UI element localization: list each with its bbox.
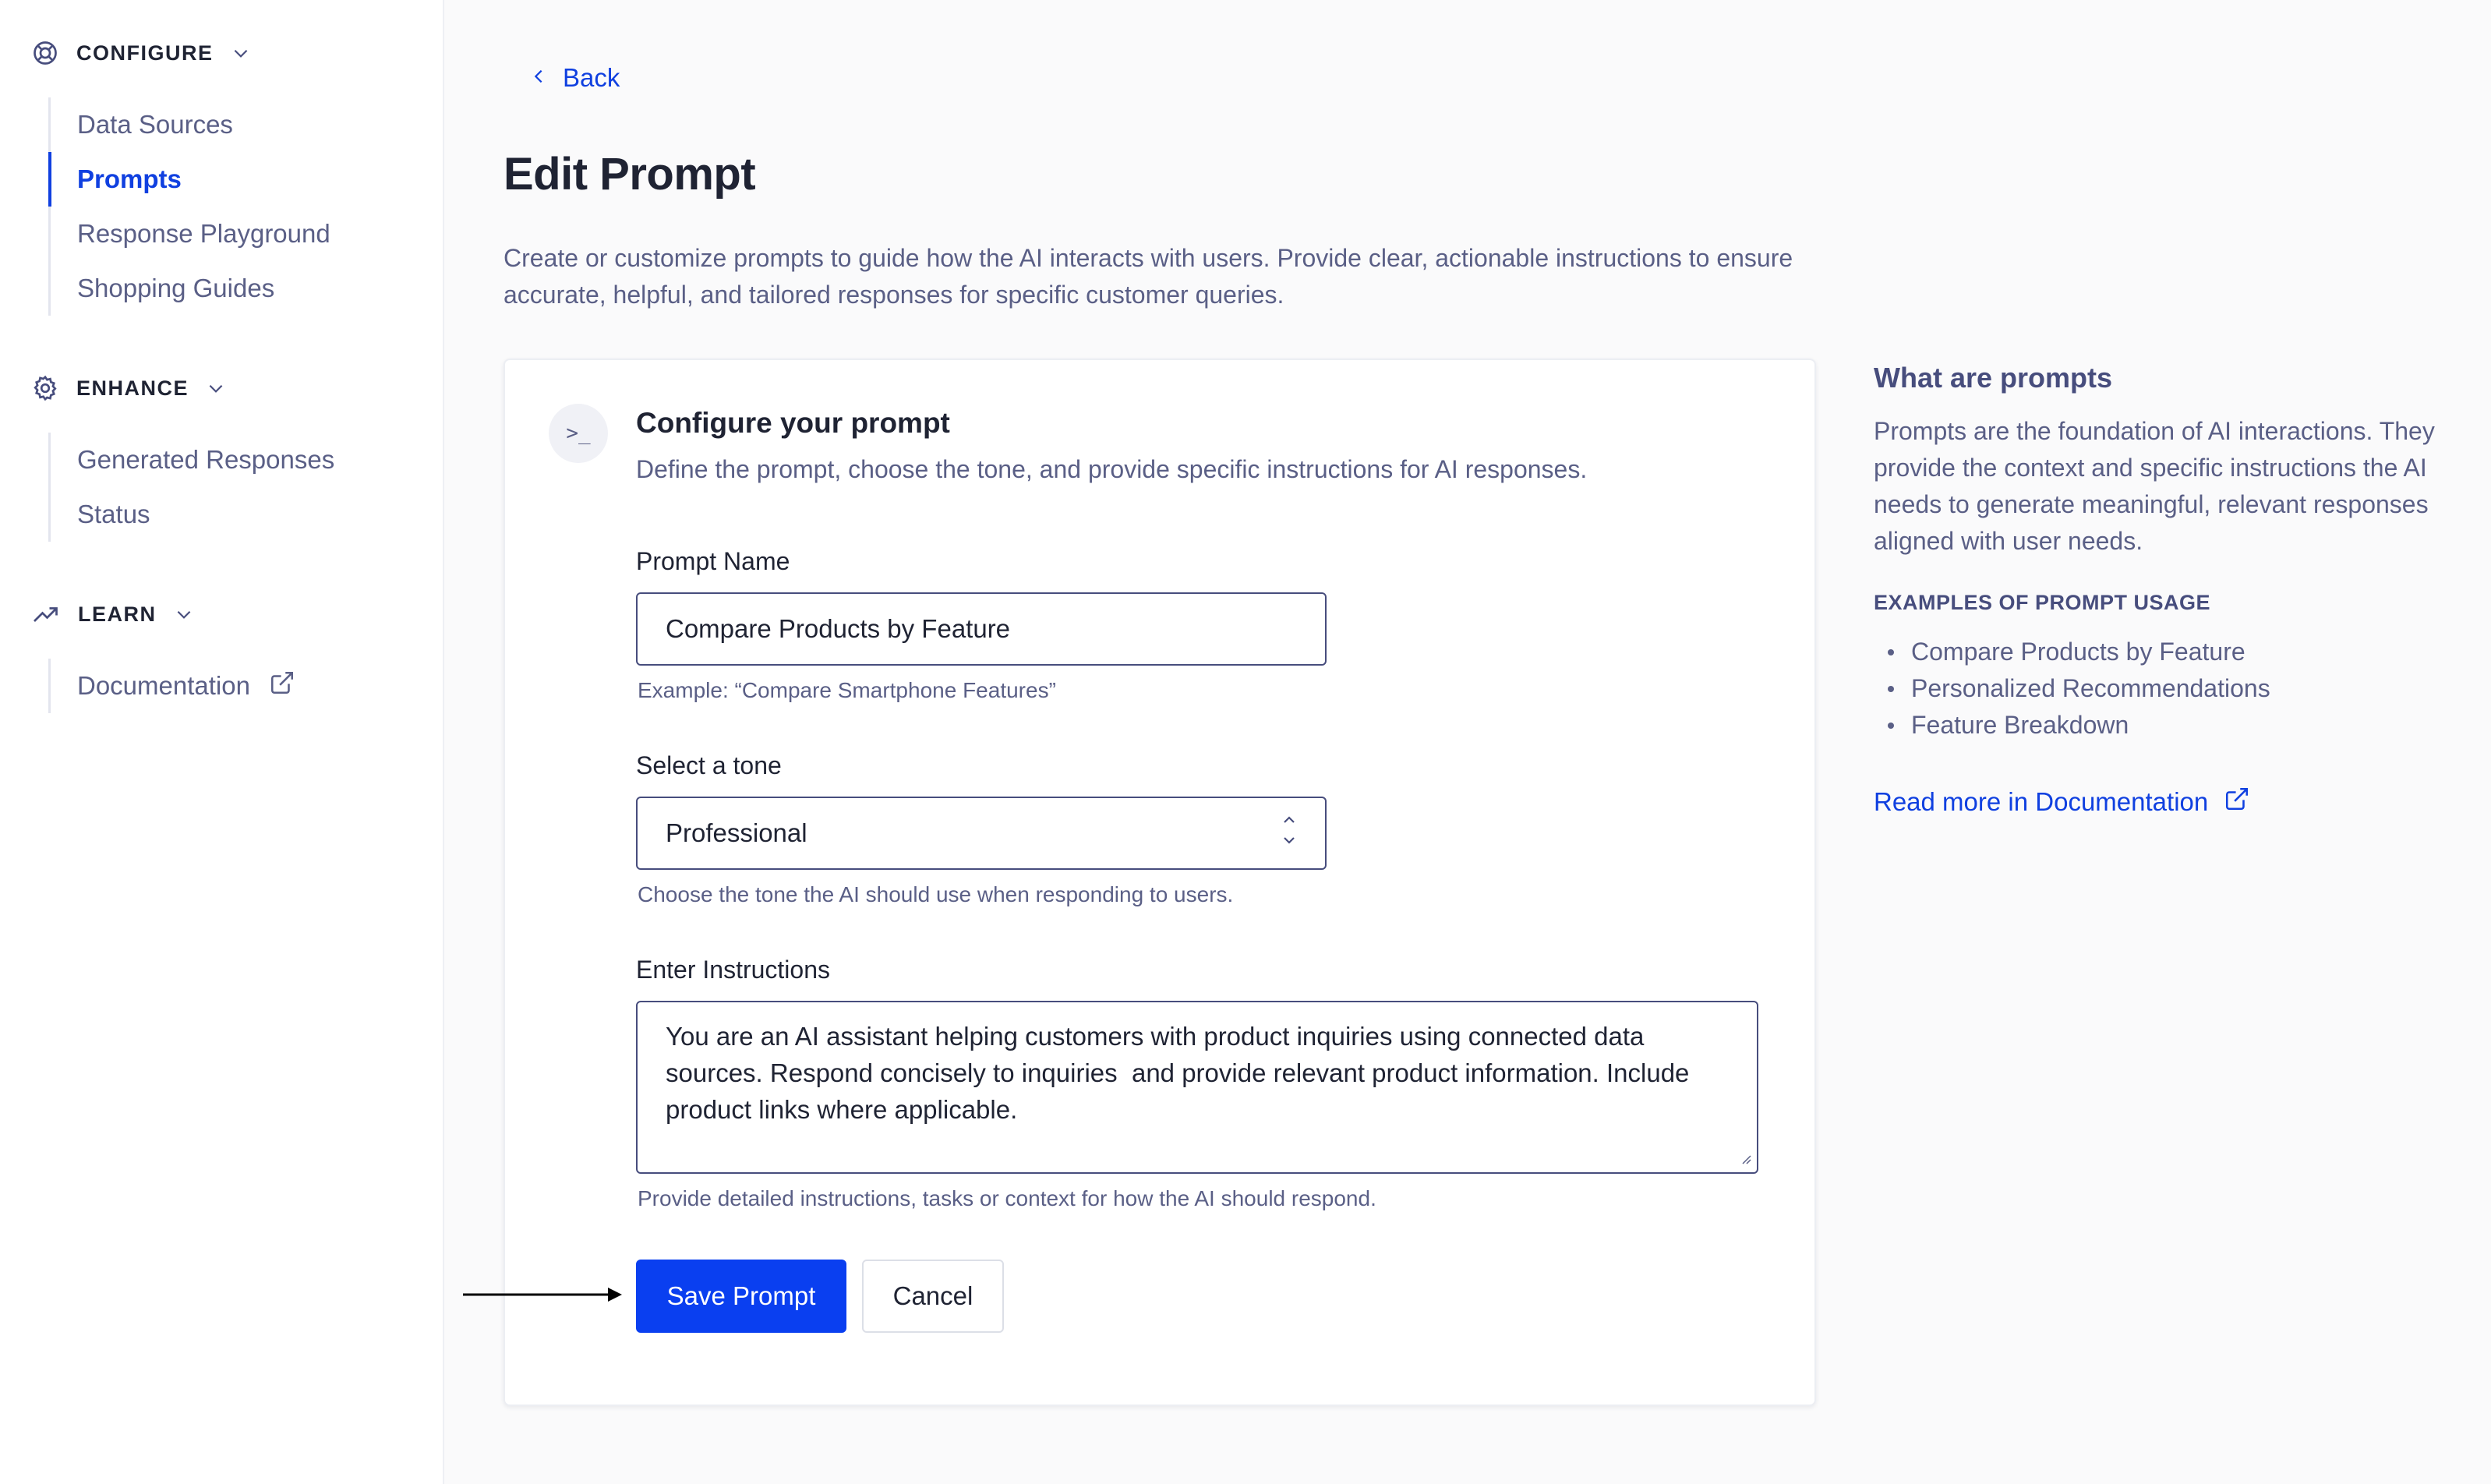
lifebuoy-icon xyxy=(31,39,59,67)
sidebar-item-shopping-guides[interactable]: Shopping Guides xyxy=(77,274,275,302)
sidebar-item-data-sources[interactable]: Data Sources xyxy=(77,110,233,139)
nav-section-learn[interactable] xyxy=(31,595,194,634)
external-link-icon xyxy=(2224,786,2250,818)
external-link-icon xyxy=(269,670,295,702)
list-item: Personalized Recommendations xyxy=(1874,670,2450,707)
nav-section-configure[interactable] xyxy=(31,34,251,72)
instructions-label: Enter Instructions xyxy=(636,956,830,984)
card-title: Configure your prompt xyxy=(636,407,950,439)
nav-list-enhance xyxy=(48,433,334,542)
documentation-link-label: Read more in Documentation xyxy=(1874,787,2209,816)
back-label: Back xyxy=(563,63,620,92)
tone-select[interactable] xyxy=(636,797,1327,870)
trending-up-icon xyxy=(31,600,61,628)
prompt-config-card xyxy=(504,359,1816,1406)
help-aside xyxy=(1874,359,2450,818)
prompt-name-help: Example: “Compare Smartphone Features” xyxy=(638,678,1056,702)
examples-heading: EXAMPLES OF PROMPT USAGE xyxy=(1874,591,2211,614)
gear-icon xyxy=(31,374,59,402)
instructions-wrapper xyxy=(505,1001,1818,1174)
page-title: Edit Prompt xyxy=(504,149,756,200)
save-prompt-button[interactable]: Save Prompt xyxy=(636,1260,846,1333)
chevron-down-icon xyxy=(174,604,194,624)
page-description: Create or customize prompts to guide how the AI interacts with users. Provide clear, actionable instructions to ensure accurate, helpful, and tailored responses for specific customer queries. xyxy=(504,244,1793,309)
cancel-button[interactable]: Cancel xyxy=(862,1260,1004,1333)
documentation-link[interactable] xyxy=(1874,786,2450,818)
list-item: Feature Breakdown xyxy=(1874,707,2450,744)
instructions-help: Provide detailed instructions, tasks or context for how the AI should respond. xyxy=(638,1186,1376,1210)
sidebar-item-response-playground[interactable]: Response Playground xyxy=(77,219,330,248)
card-subtitle: Define the prompt, choose the tone, and provide specific instructions for AI responses. xyxy=(636,455,1588,483)
list-item: Compare Products by Feature xyxy=(1874,634,2450,670)
sidebar-item-documentation[interactable] xyxy=(51,659,295,713)
aside-text: Prompts are the foundation of AI interactions. They provide the context and specific instructions the AI needs to generate meaningful, relevant responses aligned with user needs. xyxy=(1874,417,2435,555)
chevron-left-icon xyxy=(530,63,547,93)
sidebar-item-prompts[interactable]: Prompts xyxy=(51,152,330,207)
nav-list-configure xyxy=(48,97,330,316)
chevron-down-icon xyxy=(206,378,226,398)
chevron-up-down-icon xyxy=(1281,813,1297,853)
sidebar-item-status[interactable]: Status xyxy=(77,500,150,528)
sidebar xyxy=(0,0,444,1484)
nav-section-label: CONFIGURE xyxy=(76,41,214,65)
chevron-down-icon xyxy=(231,43,251,63)
resize-handle-icon[interactable] xyxy=(1740,1153,1752,1169)
nav-list-learn xyxy=(48,659,295,713)
sidebar-item-label: Documentation xyxy=(77,671,250,700)
aside-title: What are prompts xyxy=(1874,362,2113,394)
terminal-icon: >_ xyxy=(549,404,608,463)
arrow-right-icon xyxy=(463,1283,627,1310)
sidebar-item-generated-responses[interactable]: Generated Responses xyxy=(77,445,335,474)
prompt-name-input[interactable] xyxy=(636,592,1327,666)
nav-section-label: ENHANCE xyxy=(76,376,189,400)
back-link[interactable] xyxy=(530,61,620,95)
examples-list xyxy=(1874,634,2450,744)
tone-label: Select a tone xyxy=(636,751,782,779)
nav-section-enhance[interactable] xyxy=(31,369,226,408)
instructions-textarea[interactable] xyxy=(636,1001,1758,1174)
prompt-name-label: Prompt Name xyxy=(636,547,790,575)
tone-help: Choose the tone the AI should use when responding to users. xyxy=(638,882,1234,906)
tone-select-value: Professional xyxy=(666,818,807,847)
nav-section-label: LEARN xyxy=(78,602,157,626)
